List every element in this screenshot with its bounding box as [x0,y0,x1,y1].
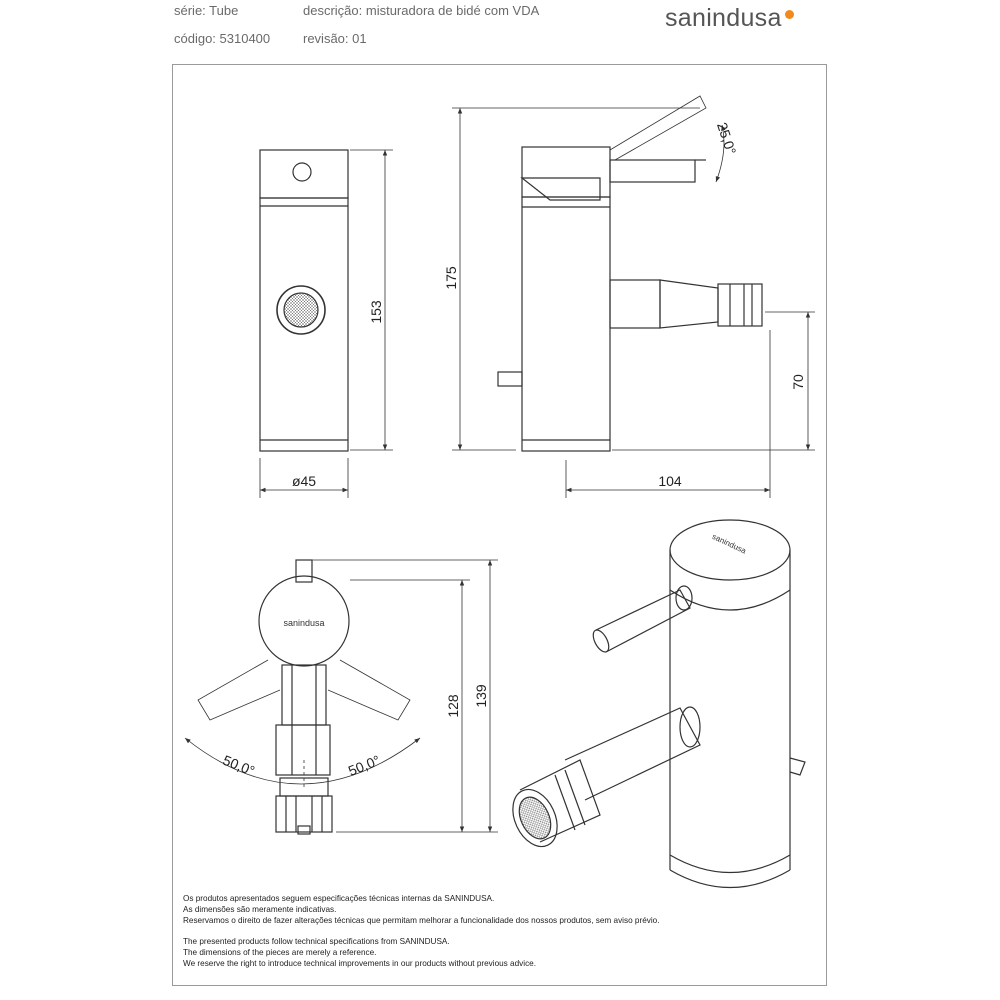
side-view [452,96,815,498]
dim-front-height: 153 [368,300,384,324]
dim-side-height: 175 [443,266,459,290]
perspective-brand-label: sanindusa [710,531,748,556]
dim-top-angle-left: 50,0° [220,751,258,779]
dim-top-angle-right: 50,0° [345,751,383,779]
footer-en-line2: The dimensions of the pieces are merely a reference. [183,948,377,957]
dim-front-diameter: ø45 [291,473,317,489]
dim-side-spout-height: 70 [790,374,806,390]
footer-en-line1: The presented products follow technical specifications from SANINDUSA. [183,937,450,946]
codigo-label: código: 5310400 [174,31,271,46]
dim-top-height-b: 139 [473,684,489,708]
revisao-label: revisão: 01 [303,31,367,46]
footer-pt-line3: Reservamos o direito de fazer alterações técnicas que permitam melhorar a funcionalidade dos nossos produtos, sem aviso prévio. [183,916,660,925]
footer-pt-line2: As dimensões são meramente indicativas. [183,905,337,914]
dim-side-angle: 25,0° [714,120,740,157]
brand-logo-text: sanindusa [665,4,782,32]
descricao-label: descrição: misturadora de bidé com VDA [303,3,540,18]
top-view-brand-label: sanindusa [283,618,325,628]
serie-label: série: Tube [174,3,239,18]
dim-side-depth: 104 [658,473,682,489]
footer-pt-line1: Os produtos apresentados seguem especificações técnicas internas da SANINDUSA. [183,894,495,903]
perspective-view [504,520,805,888]
dim-top-height-a: 128 [445,694,461,718]
footer-en-line3: We reserve the right to introduce technical improvements in our products without previous advice. [183,959,536,968]
